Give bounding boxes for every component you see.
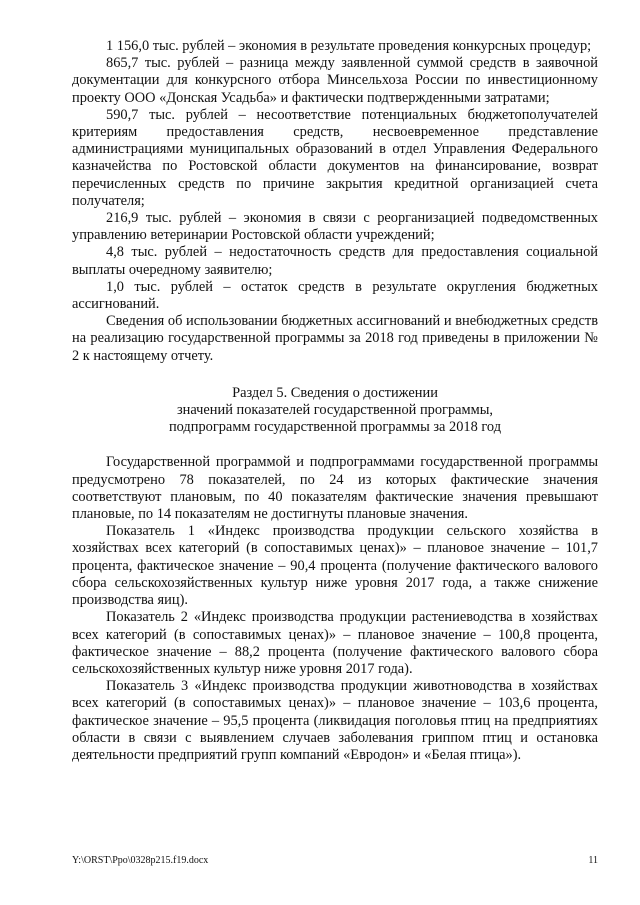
paragraph: 1 156,0 тыс. рублей – экономия в результате проведения конкурсных процедур; [106, 38, 592, 54]
page-number: 11 [588, 855, 598, 866]
document-page [72, 38, 598, 764]
paragraph: 865,7 тыс. рублей – разница между заявленной суммой средств в заявочной документации для конкурсного отбора Минсельхоза России по инвестиционному проекту ООО «Донская Усадьба» и фактически подтвержденными затратами; [72, 55, 598, 106]
paragraph: 590,7 тыс. рублей – несоответствие потенциальных бюджетополучателей критериям предоставления средств, несвоевременное представление администрациями муниципальных образований в отдел Управления Федерального казначейства по Ростовской области документов на финансирование, возврат перечисленных средств по причине закрытия кредитной организацией счета получателя; [72, 106, 598, 209]
paragraph: Показатель 3 «Индекс производства продукции животноводства в хозяйствах всех категорий (в сопоставимых ценах)» – плановое значение – 103,6 процента, фактическое значение – 95,5 процента (ликвидация поголовья птиц на предприятиях области в связи с выявлением случаев заболевания гриппом птиц и остановка деятельности предприятий групп компаний «Евродон» и «Белая птица»). [72, 678, 598, 763]
paragraph: 4,8 тыс. рублей – недостаточность средств для предоставления социальной выплаты очередному заявителю; [72, 244, 598, 278]
paragraph: Показатель 1 «Индекс производства продукции сельского хозяйства в хозяйствах всех категорий (в сопоставимых ценах)» – плановое значение – 101,7 процента, фактическое значение – 90,4 процента (получение фактического валового сбора сельскохозяйственных культур ниже уровня 2017 года, а также снижение производства яиц). [72, 523, 598, 609]
paragraph: Сведения об использовании бюджетных ассигнований и внебюджетных средств на реализацию государственной программы за 2018 год приведены в приложении № 2 к настоящему отчету. [72, 313, 598, 364]
paragraph: Показатель 2 «Индекс производства продукции растениеводства в хозяйствах всех категорий (в сопоставимых ценах)» – плановое значение – 100,8 процента, фактическое значение – 88,2 процента (получение фактического валового сбора сельскохозяйственных культур ниже уровня 2017 года). [72, 609, 598, 677]
section-heading-line: подпрограмм государственной программы за 2018 год [168, 419, 502, 436]
paragraph: 1,0 тыс. рублей – остаток средств в результате округления бюджетных ассигнований. [72, 278, 598, 313]
section-heading [72, 385, 598, 437]
spacer [72, 365, 598, 385]
section-heading-line: Раздел 5. Сведения о достижении [232, 384, 438, 401]
section-heading-line: значений показателей государственной программы, [176, 402, 494, 419]
spacer [72, 436, 598, 454]
paragraph: 216,9 тыс. рублей – экономия в связи с реорганизацией подведомственных управлению ветеринарии Ростовской области учреждений; [72, 210, 598, 244]
footer-file-path: Y:\ORST\Ppo\0328p215.f19.docx [72, 855, 209, 866]
paragraph: Государственной программой и подпрограммами государственной программы предусмотрено 78 показателей, по 24 из которых фактические значения соответствуют плановым, по 40 показателям фактические значения превышают плановые, по 14 показателям не достигнуты плановые значения. [72, 454, 598, 523]
page-footer [72, 855, 598, 867]
